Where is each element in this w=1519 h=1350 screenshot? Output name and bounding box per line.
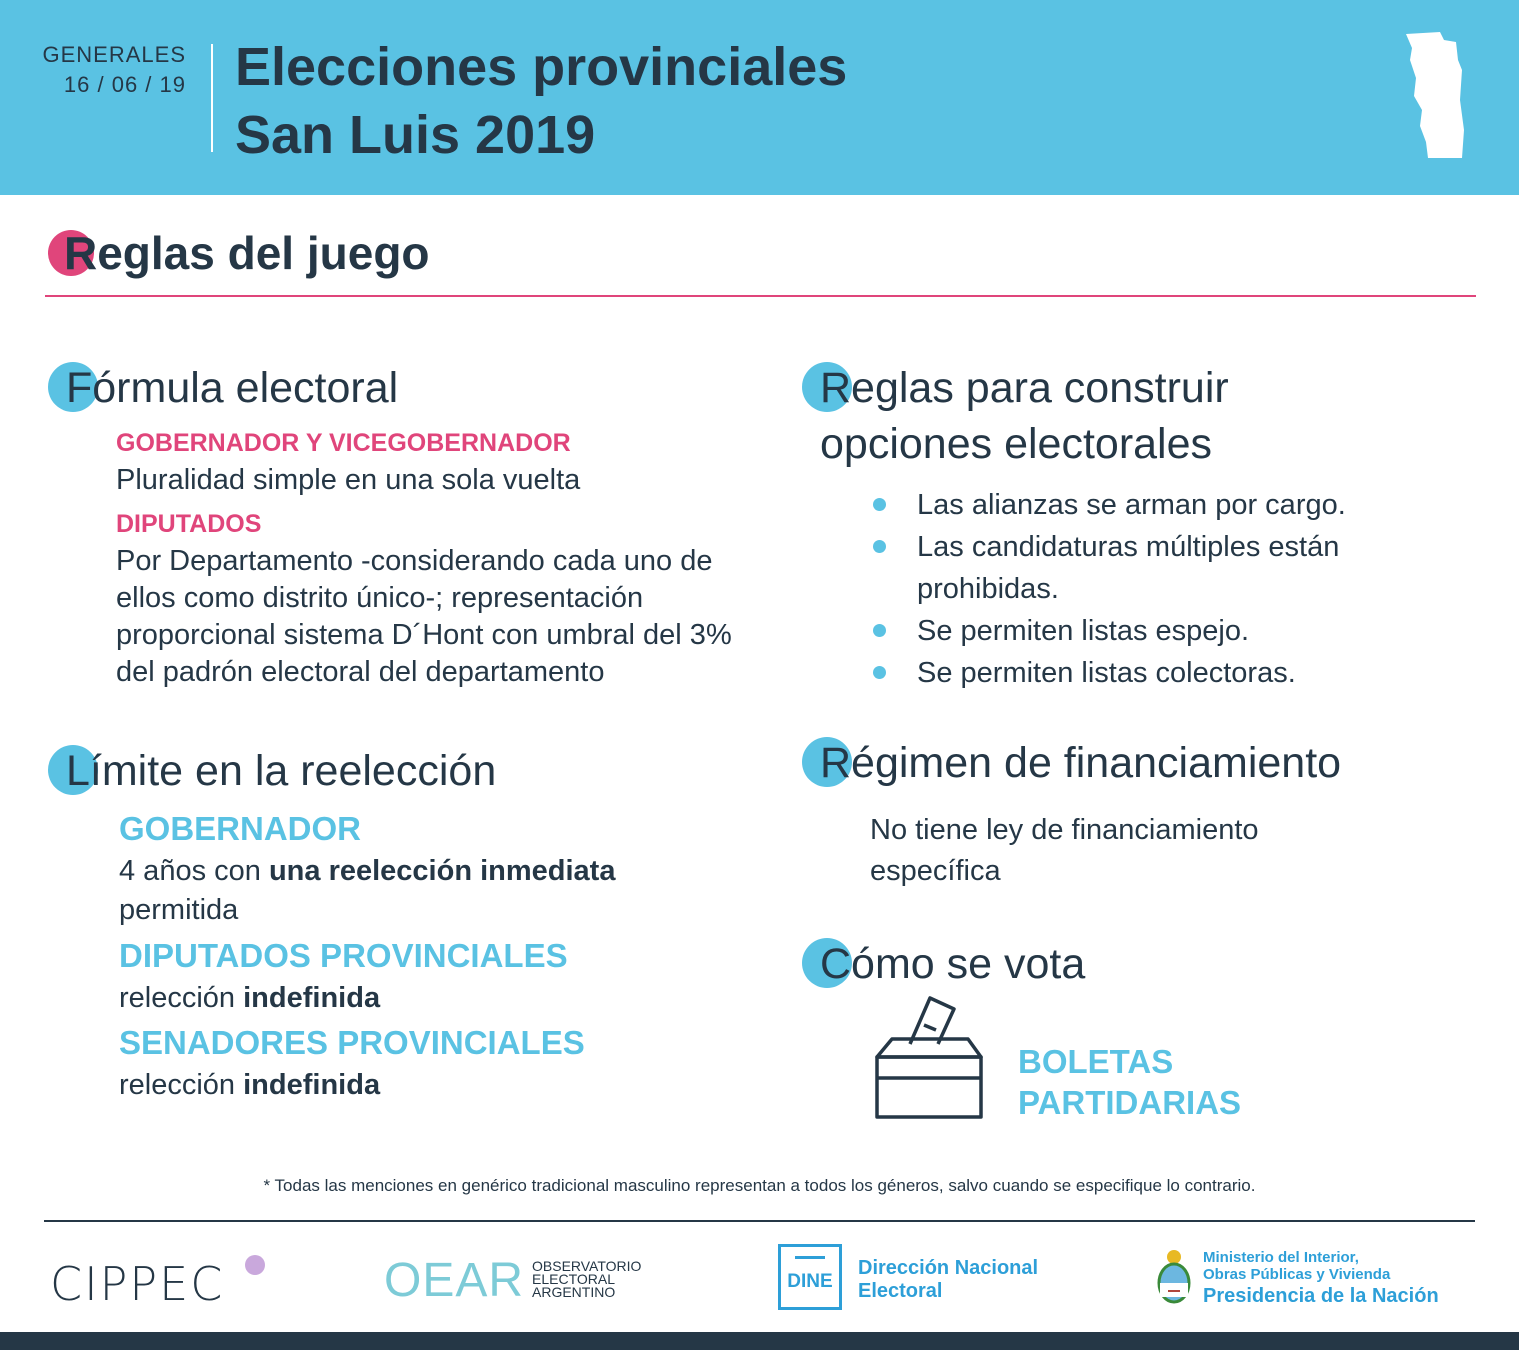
- limite-diputados-bold: indefinida: [243, 982, 381, 1014]
- formula-text-gobernador: Pluralidad simple en una sola vuelta: [116, 464, 581, 496]
- section-title: Reglas del juego: [64, 227, 430, 279]
- formula-title: Fórmula electoral: [66, 364, 399, 412]
- dine-logo-bar: [795, 1256, 825, 1259]
- ministerio-logo-text: [1203, 1249, 1439, 1309]
- header-title-line1: Elecciones provinciales: [235, 37, 848, 97]
- bullet-dot: [873, 498, 886, 511]
- ministerio-logo-line2: Obras Públicas y Vivienda: [1203, 1266, 1391, 1283]
- reglas-bullet: [865, 610, 1475, 652]
- bullet-dot: [873, 666, 886, 679]
- limite-senadores-pre: relección: [119, 1069, 244, 1101]
- oear-logo-text: [532, 1260, 641, 1299]
- dine-logo-mark: DINE: [787, 1271, 833, 1292]
- bottom-bar: [0, 1332, 1519, 1350]
- reglas-bullet-text: Se permiten listas colectoras.: [917, 657, 1296, 689]
- financiamiento-title: Régimen de financiamiento: [820, 739, 1342, 787]
- national-coat-of-arms-icon: [1154, 1247, 1194, 1307]
- dine-logo-text: [858, 1257, 1038, 1303]
- reglas-bullet: [865, 484, 1475, 526]
- reglas-bullet: [865, 526, 1475, 610]
- ministerio-logo-line3: Presidencia de la Nación: [1203, 1285, 1439, 1307]
- san-luis-province-map-icon: [1400, 30, 1470, 160]
- bullet-dot: [873, 624, 886, 637]
- header-label: GENERALES: [42, 42, 186, 67]
- limite-diputados-text: [119, 980, 380, 1017]
- formula-sub-gobernador: GOBERNADOR Y VICEGOBERNADOR: [116, 429, 571, 457]
- reglas-bullet-text: Las candidaturas múltiples están prohibidas.: [917, 531, 1340, 605]
- dine-logo-line2: Electoral: [858, 1280, 943, 1302]
- como-vota-title: Cómo se vota: [820, 940, 1086, 988]
- como-vota-line2: PARTIDARIAS: [1018, 1084, 1242, 1121]
- limite-gobernador-bold: una reelección inmediata: [268, 855, 616, 887]
- reglas-bullet-text: Las alianzas se arman por cargo.: [917, 489, 1346, 521]
- dine-logo-box: [778, 1244, 842, 1310]
- financiamiento-text: No tiene ley de financiamiento específica: [870, 814, 1259, 887]
- oear-logo-mark: OEAR: [384, 1254, 525, 1307]
- limite-diputados-pre: relección: [119, 982, 244, 1014]
- cippec-logo-text: CIPPEC: [50, 1257, 225, 1311]
- reglas-bullet-text: Se permiten listas espejo.: [917, 615, 1250, 647]
- header-date: 16 / 06 / 19: [63, 72, 186, 97]
- bullet-dot: [873, 540, 886, 553]
- limite-gobernador-label: GOBERNADOR: [119, 810, 362, 847]
- limite-title: Límite en la reelección: [66, 747, 497, 795]
- formula-text-diputados: Por Departamento -considerando cada uno de ellos como distrito único-; representación proporcional sistema D´Hont con umbral del 3% del padrón electoral del departamento: [116, 545, 732, 688]
- como-vota-line1: BOLETAS: [1018, 1043, 1174, 1080]
- limite-senadores-bold: indefinida: [243, 1069, 381, 1101]
- ballot-box-icon: [872, 995, 988, 1121]
- reglas-bullet-list: [865, 484, 1475, 694]
- limite-gobernador-post: permitida: [119, 894, 239, 926]
- reglas-title-line1: Reglas para construir: [820, 364, 1229, 412]
- footer-divider: [44, 1220, 1475, 1222]
- oear-logo-line1: OBSERVATORIO: [532, 1258, 642, 1274]
- header-divider: [211, 44, 213, 152]
- limite-diputados-label: DIPUTADOS PROVINCIALES: [119, 937, 568, 974]
- reglas-bullet: [865, 652, 1475, 694]
- formula-sub-diputados: DIPUTADOS: [116, 510, 262, 538]
- oear-logo-line2: ELECTORAL: [532, 1271, 615, 1287]
- limite-senadores-label: SENADORES PROVINCIALES: [119, 1024, 585, 1061]
- section-divider: [45, 295, 1476, 297]
- footnote: * Todas las menciones en genérico tradicional masculino representan a todos los géneros, salvo cuando se especifique lo contrario.: [263, 1176, 1256, 1195]
- limite-gobernador-text: [119, 853, 615, 890]
- ministerio-logo-line1: Ministerio del Interior,: [1203, 1249, 1359, 1266]
- reglas-title-line2: opciones electorales: [820, 420, 1213, 468]
- dine-logo-line1: Dirección Nacional: [858, 1257, 1039, 1279]
- header-title-line2: San Luis 2019: [235, 105, 596, 165]
- limite-gobernador-pre: 4 años con: [119, 855, 269, 887]
- oear-logo-line3: ARGENTINO: [532, 1284, 616, 1300]
- cippec-logo-bubble-icon: [245, 1255, 265, 1275]
- limite-senadores-text: [119, 1067, 380, 1104]
